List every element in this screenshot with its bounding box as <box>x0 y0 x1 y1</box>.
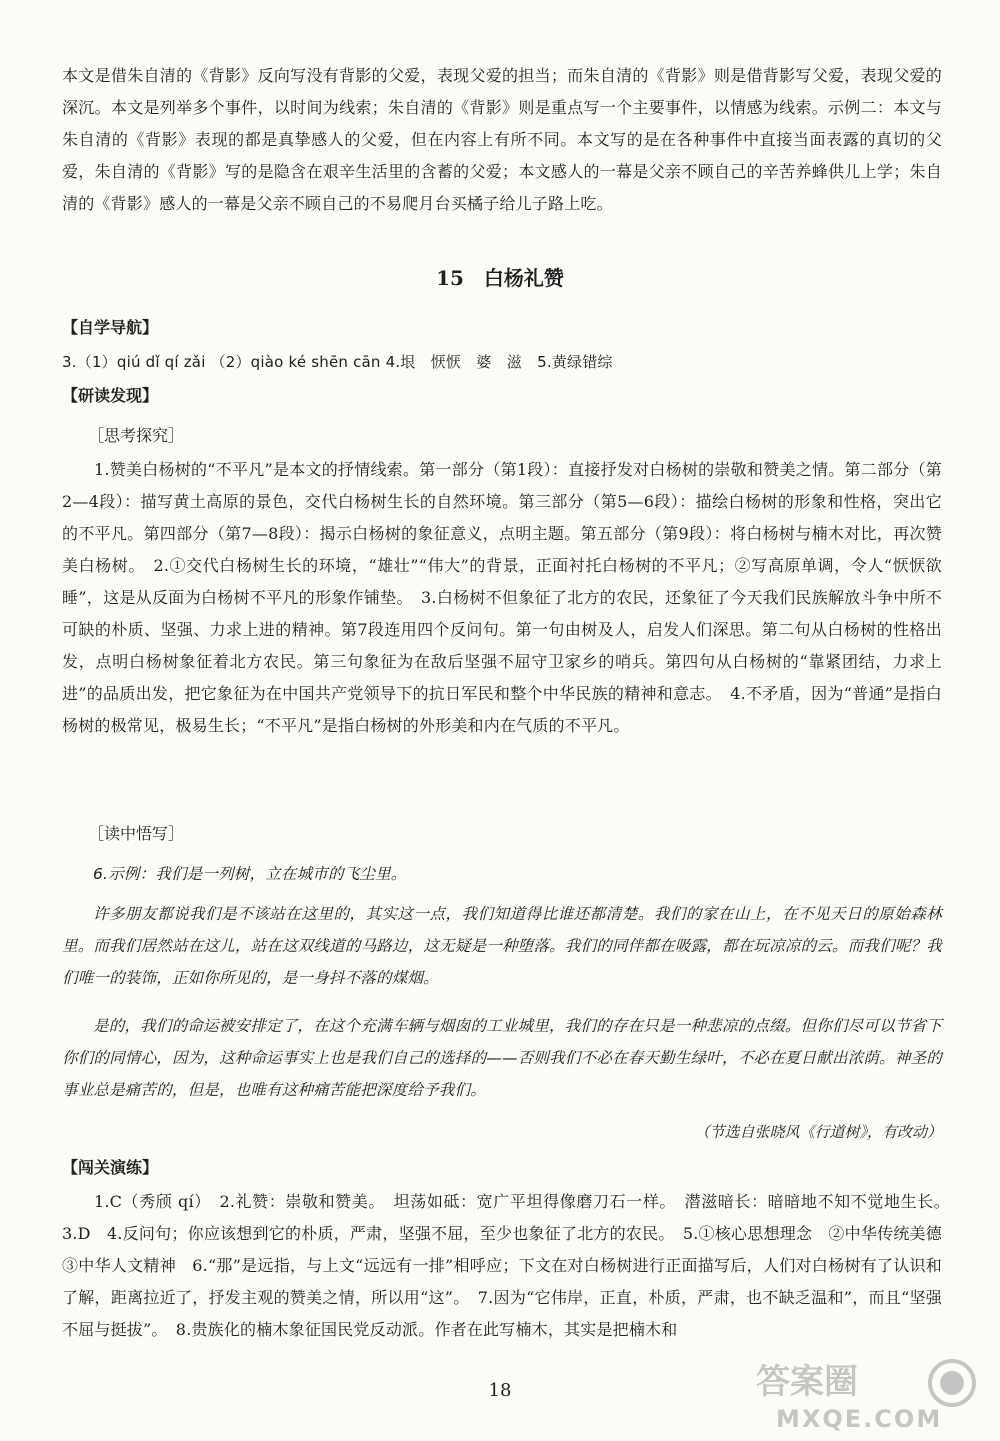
sub-think: ［思考探究］ <box>88 426 185 445</box>
section-practice: 【闯关演练】 <box>62 1158 159 1177</box>
think-answer: 1.赞美白杨树的“不平凡”是本文的抒情线索。第一部分（第1段）：直接抒发对白杨树的崇敬和赞美之情。第二部分（第2—4段）：描写黄土高原的景色，交代白杨树生长的自然环境。第三部分（第5—6段）：描绘白杨树的形象和性格，突出它的不平凡。第四部分（第7—8段）：揭示白杨树的象征意义，点明主题。第五部分（第9段）：将白杨树与楠木对比，再次赞美白杨树。 2.①交代白杨树生长的环境，“雄壮”“伟大”的背景，正面衬托白杨树的不平凡；②写高原单调，令人“恹恹欲睡”，这是从反面为白杨树不平凡的形象作铺垫。 3.白杨树不但象征了北方的农民，还象征了今天我们民族解放斗争中所不可缺的朴质、坚强、力求上进的精神。第7段连用四个反问句。第一句由树及人，启发人们深思。第二句从白杨树的性格出发，点明白杨树象征着北方农民。第三句象征为在敌后坚强不屈守卫家乡的哨兵。第四句从白杨树的“靠紧团结，力求上进”的品质出发，把它象征为在中国共产党领导下的抗日军民和整个中华民族的精神和意志。 4.不矛盾，因为“普通”是指白杨树的极常见，极易生长；“不平凡”是指白杨树的外形美和内在气质的不平凡。 <box>62 460 942 735</box>
self-study-answer: 3.（1）qiú dǐ qí zǎi （2）qiào ké shēn cān 4.垠 恹恹 婆 滋 5.黄绿错综 <box>62 353 613 371</box>
intro-paragraph: 本文是借朱自清的《背影》反向写没有背影的父爱，表现父爱的担当；而朱自清的《背影》则是借背影写父爱，表现父爱的深沉。本文是列举多个事件，以时间为线索；朱自清的《背影》则是重点写一个主要事件，以情感为线索。示例二：本文与朱自清的《背影》表现的都是真挚感人的父爱，但在内容上有所不同。本文写的是在各种事件中直接当面表露的真切的父爱，朱自清的《背影》写的是隐含在艰辛生活里的含蓄的父爱；本文感人的一幕是父亲不顾自己的辛苦养蜂供儿上学；朱自清的《背影》感人的一幕是父亲不顾自己的不易爬月台买橘子给儿子路上吃。 <box>62 66 942 213</box>
section-research: 【研读发现】 <box>62 386 159 405</box>
example-paragraph-2: 是的，我们的命运被安排定了，在这个充满车辆与烟囱的工业城里，我们的存在只是一种悲凉的点缀。但你们尽可以节省下你们的同情心，因为，这种命运事实上也是我们自己的选择的——否则我们不必在春天勤生绿叶，不必在夏日献出浓荫。神圣的事业总是痛苦的，但是，也唯有这种痛苦能把深度给予我们。 <box>62 1017 942 1099</box>
practice-answer: 1.C（秀颀 qí） 2.礼赞：崇敬和赞美。 坦荡如砥：宽广平坦得像磨刀石一样。 潜滋暗长：暗暗地不知不觉地生长。 3.D 4.反问句；你应该想到它的朴质，严肃，坚强不屈，至少也象征了北方的农民。 5.①核心思想理念 ②中华传统美德 ③中华人文精神 6.“那”是远指，与上文“远远有一排”相呼应；下文在对白杨树进行正面描写后，人们对白杨树有了认识和了解，距离拉近了，抒发主观的赞美之情，所以用“这”。 7.因为“它伟岸，正直，朴质，严肃，也不缺乏温和”，而且“坚强不屈与挺拔”。 8.贵族化的楠木象征国民党反动派。作者在此写楠木，其实是把楠木和 <box>62 1192 959 1339</box>
watermark-logo <box>736 1355 986 1433</box>
example-source: （节选自张晓风《行道树》，有改动） <box>694 1123 942 1141</box>
page-number: 18 <box>488 1380 512 1401</box>
example-paragraph-1: 许多朋友都说我们是不该站在这里的，其实这一点，我们知道得比谁还都清楚。我们的家在山上，在不见天日的原始森林里。而我们居然站在这儿，站在这双线道的马路边，这无疑是一种堕落。我们的同伴都在吸露，都在玩凉凉的云。而我们呢？我们唯一的装饰，正如你所见的，是一身抖不落的煤烟。 <box>62 905 942 987</box>
watermark-seal-icon <box>930 1361 974 1405</box>
lesson-title: 15 白杨礼赞 <box>436 266 564 290</box>
section-self-study: 【自学导航】 <box>62 318 159 337</box>
watermark-logo-text: 答案圈 <box>756 1362 858 1402</box>
watermark-text: MXQE.COM <box>776 1405 943 1433</box>
example-line: 6.示例：我们是一列树，立在城市的飞尘里。 <box>93 865 407 883</box>
sub-read: ［读中悟写］ <box>88 824 185 843</box>
